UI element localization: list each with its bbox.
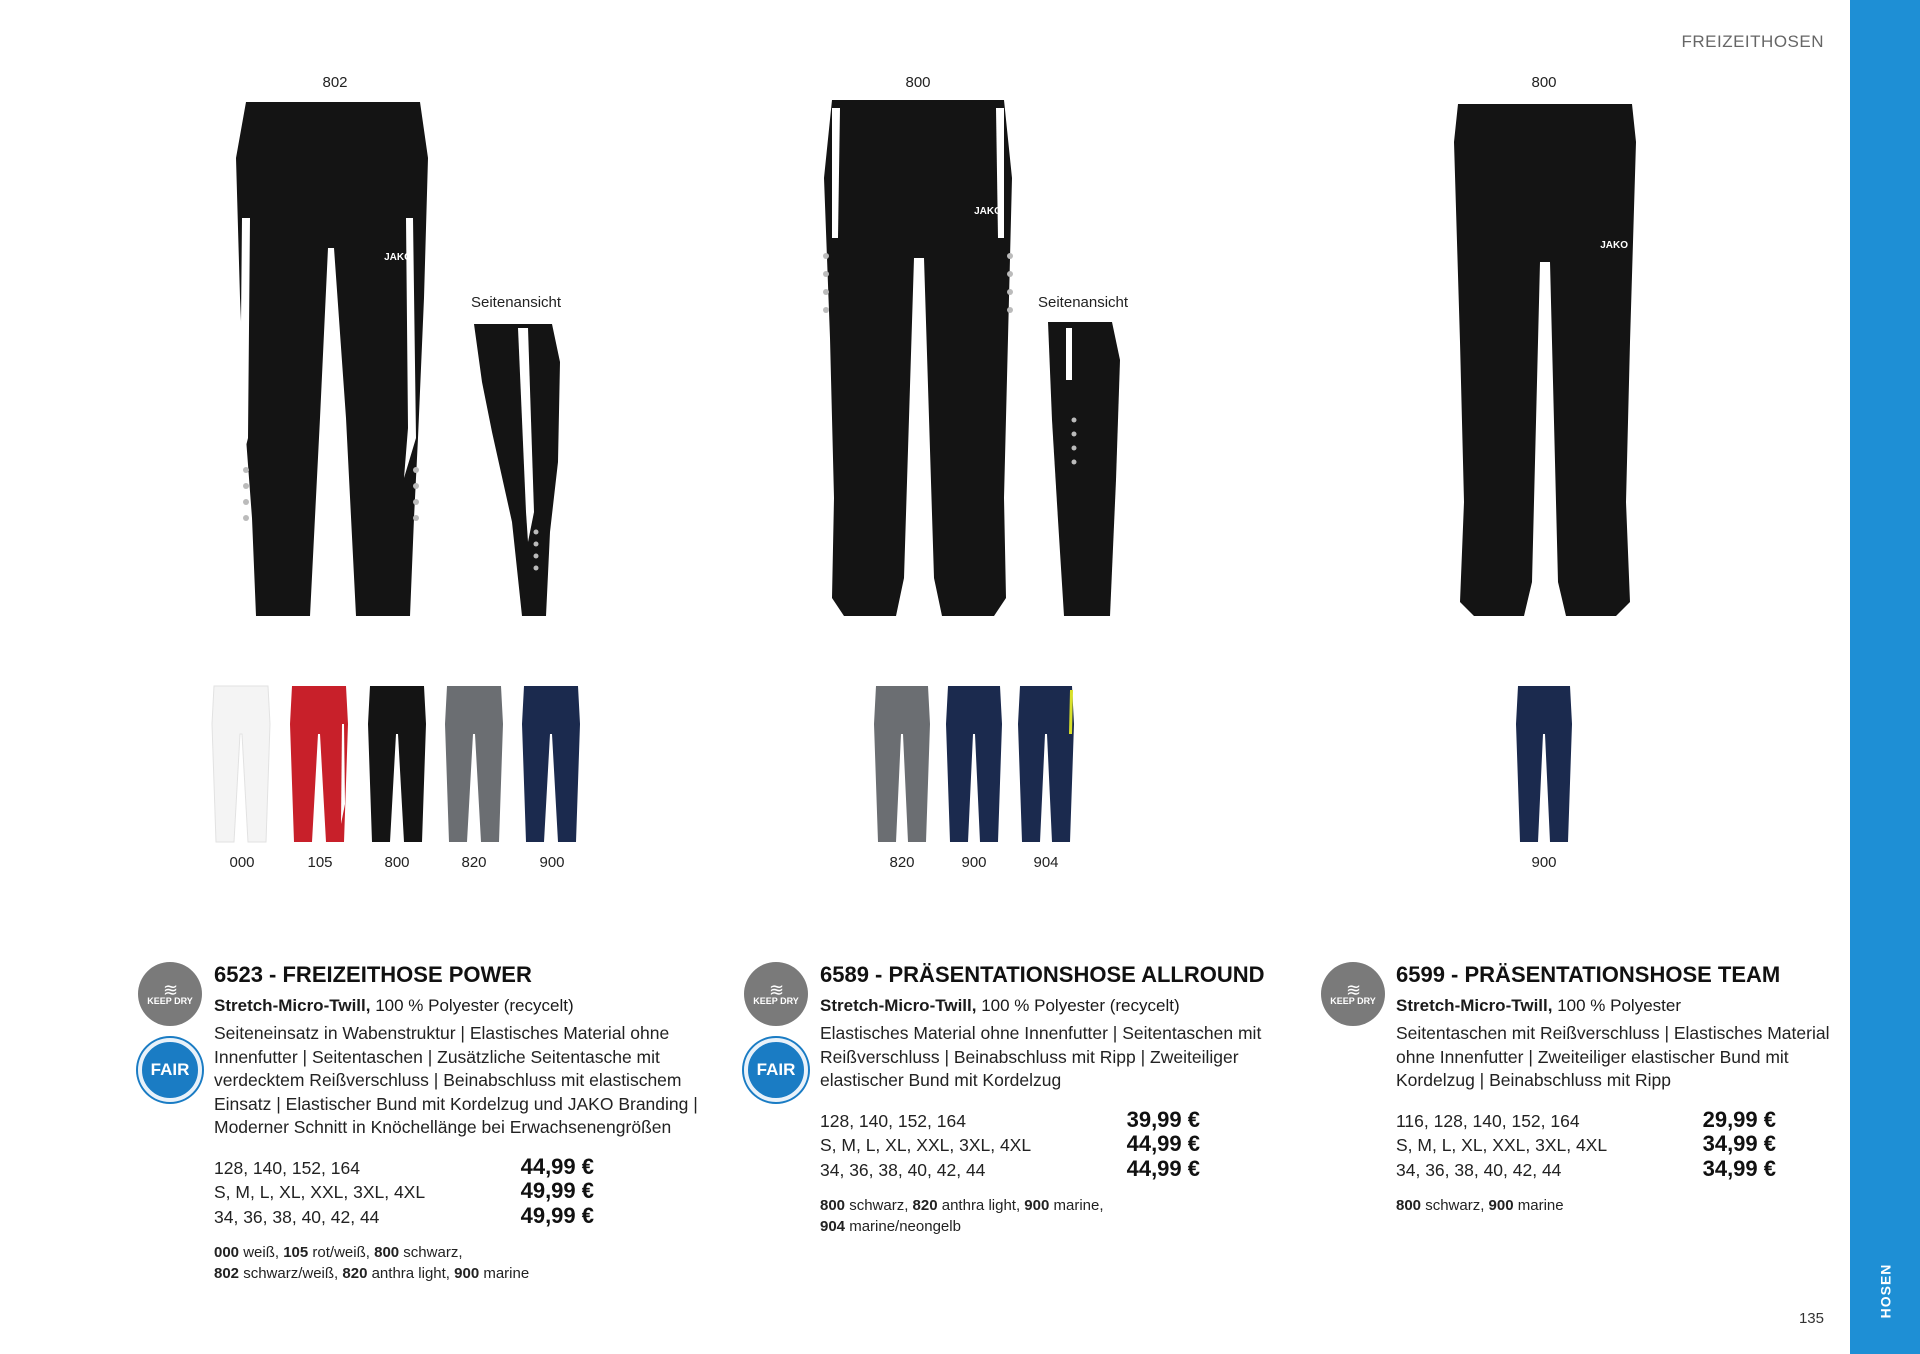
variant-code: 900 bbox=[539, 854, 565, 871]
feature-badges bbox=[138, 962, 204, 1102]
variant-code: 800 bbox=[384, 854, 410, 871]
svg-text:JAKO: JAKO bbox=[974, 206, 1002, 217]
side-tab-bar bbox=[1850, 0, 1920, 1354]
main-image-code: 800 bbox=[1531, 74, 1557, 91]
price-row: 128, 140, 152, 164 44,99 € bbox=[214, 1153, 594, 1179]
price-row: 34, 36, 38, 40, 42, 44 44,99 € bbox=[820, 1155, 1200, 1181]
variant-swatch-900[interactable] bbox=[1514, 684, 1574, 844]
main-image-code: 802 bbox=[322, 74, 348, 91]
color-list: 800 schwarz, 820 anthra light, 900 marine, 904 marine/neongelb bbox=[820, 1197, 1104, 1235]
fair-icon: FAIR bbox=[744, 1038, 808, 1102]
variant-swatch-904[interactable] bbox=[1016, 684, 1076, 844]
product-image-6523-side bbox=[472, 322, 562, 618]
product-title: 6589 - PRÄSENTATIONSHOSE ALLROUND bbox=[820, 962, 1265, 987]
product-description: Seitentaschen mit Reißverschluss | Elastisches Material ohne Innenfutter | Zweiteiliger elastischer Bund mit Kordelzug | Beinabschluss mit Ripp bbox=[1396, 1023, 1830, 1090]
main-image-code: 800 bbox=[905, 74, 931, 91]
product-image-6523-main bbox=[228, 98, 438, 618]
product-title: 6523 - FREIZEITHOSE POWER bbox=[214, 962, 532, 987]
section-title: FREIZEITHOSEN bbox=[1681, 32, 1824, 51]
variant-swatch-000[interactable] bbox=[210, 684, 272, 844]
feature-badges bbox=[744, 962, 810, 1102]
variant-swatch-900[interactable] bbox=[944, 684, 1004, 844]
variant-code: 105 bbox=[307, 854, 333, 871]
price-row: S, M, L, XL, XXL, 3XL, 4XL 49,99 € bbox=[214, 1178, 594, 1203]
price-row: 34, 36, 38, 40, 42, 44 34,99 € bbox=[1396, 1155, 1776, 1181]
product-description: Seiteneinsatz in Wabenstruktur | Elastisches Material ohne Innenfutter | Seitentaschen | Zusätzliche Seitentasche mit verdecktem Reißverschluss | Beinabschluss mit elastischem Einsatz | Elastischer Bund mit Kordelzug und JAKO Branding | Moderner Schnitt in Knöchellänge bei Erwachsenengrößen bbox=[214, 1023, 698, 1137]
price-row: S, M, L, XL, XXL, 3XL, 4XL 44,99 € bbox=[820, 1131, 1200, 1156]
page-number: 135 bbox=[1798, 1310, 1824, 1327]
fair-icon: FAIR bbox=[138, 1038, 202, 1102]
price-row: 34, 36, 38, 40, 42, 44 49,99 € bbox=[214, 1202, 594, 1228]
side-tab-label: HOSEN bbox=[1876, 1263, 1893, 1319]
product-image-6589-main bbox=[818, 98, 1018, 618]
variant-swatch-800[interactable] bbox=[366, 684, 428, 844]
keep-dry-icon: ≋ KEEP DRY bbox=[138, 962, 202, 1026]
side-view-label: Seitenansicht bbox=[471, 294, 562, 311]
variant-swatch-900[interactable] bbox=[520, 684, 582, 844]
variant-code: 820 bbox=[461, 854, 487, 871]
color-list: 800 schwarz, 900 marine bbox=[1396, 1197, 1564, 1214]
product-material: Stretch-Micro-Twill, 100 % Polyester (recycelt) bbox=[214, 996, 574, 1015]
keep-dry-icon: ≋ KEEP DRY bbox=[744, 962, 808, 1026]
jako-logo-text: JAKO bbox=[384, 252, 412, 263]
price-table bbox=[820, 1107, 1200, 1181]
price-row: 128, 140, 152, 164 39,99 € bbox=[820, 1106, 1200, 1132]
price-table bbox=[1396, 1107, 1776, 1181]
variant-swatch-820[interactable] bbox=[872, 684, 932, 844]
variant-swatch-820[interactable] bbox=[443, 684, 505, 844]
variant-code: 900 bbox=[1531, 854, 1557, 871]
product-title: 6599 - PRÄSENTATIONSHOSE TEAM bbox=[1396, 962, 1781, 987]
product-description: Elastisches Material ohne Innenfutter | Seitentaschen mit Reißverschluss | Beinabschluss mit Ripp | Zweiteiliger elastischer Bund mit Kordelzug bbox=[820, 1023, 1262, 1090]
variant-swatch-105[interactable] bbox=[288, 684, 350, 844]
variant-code: 904 bbox=[1033, 854, 1059, 871]
product-image-6589-side bbox=[1044, 320, 1124, 618]
product-image-6599-main bbox=[1450, 102, 1640, 618]
color-list: 000 weiß, 105 rot/weiß, 800 schwarz, 802 schwarz/weiß, 820 anthra light, 900 marine bbox=[214, 1244, 530, 1282]
product-material: Stretch-Micro-Twill, 100 % Polyester bbox=[1396, 996, 1681, 1015]
side-view-label: Seitenansicht bbox=[1038, 294, 1129, 311]
price-row: 116, 128, 140, 152, 164 29,99 € bbox=[1396, 1106, 1776, 1132]
product-material: Stretch-Micro-Twill, 100 % Polyester (recycelt) bbox=[820, 996, 1180, 1015]
price-row: S, M, L, XL, XXL, 3XL, 4XL 34,99 € bbox=[1396, 1131, 1776, 1156]
variant-code: 900 bbox=[961, 854, 987, 871]
svg-text:JAKO: JAKO bbox=[1600, 240, 1628, 251]
variant-code: 000 bbox=[229, 854, 255, 871]
keep-dry-icon: ≋ KEEP DRY bbox=[1321, 962, 1385, 1026]
feature-badges bbox=[1321, 962, 1387, 1026]
price-table bbox=[214, 1154, 594, 1228]
variant-code: 820 bbox=[889, 854, 915, 871]
